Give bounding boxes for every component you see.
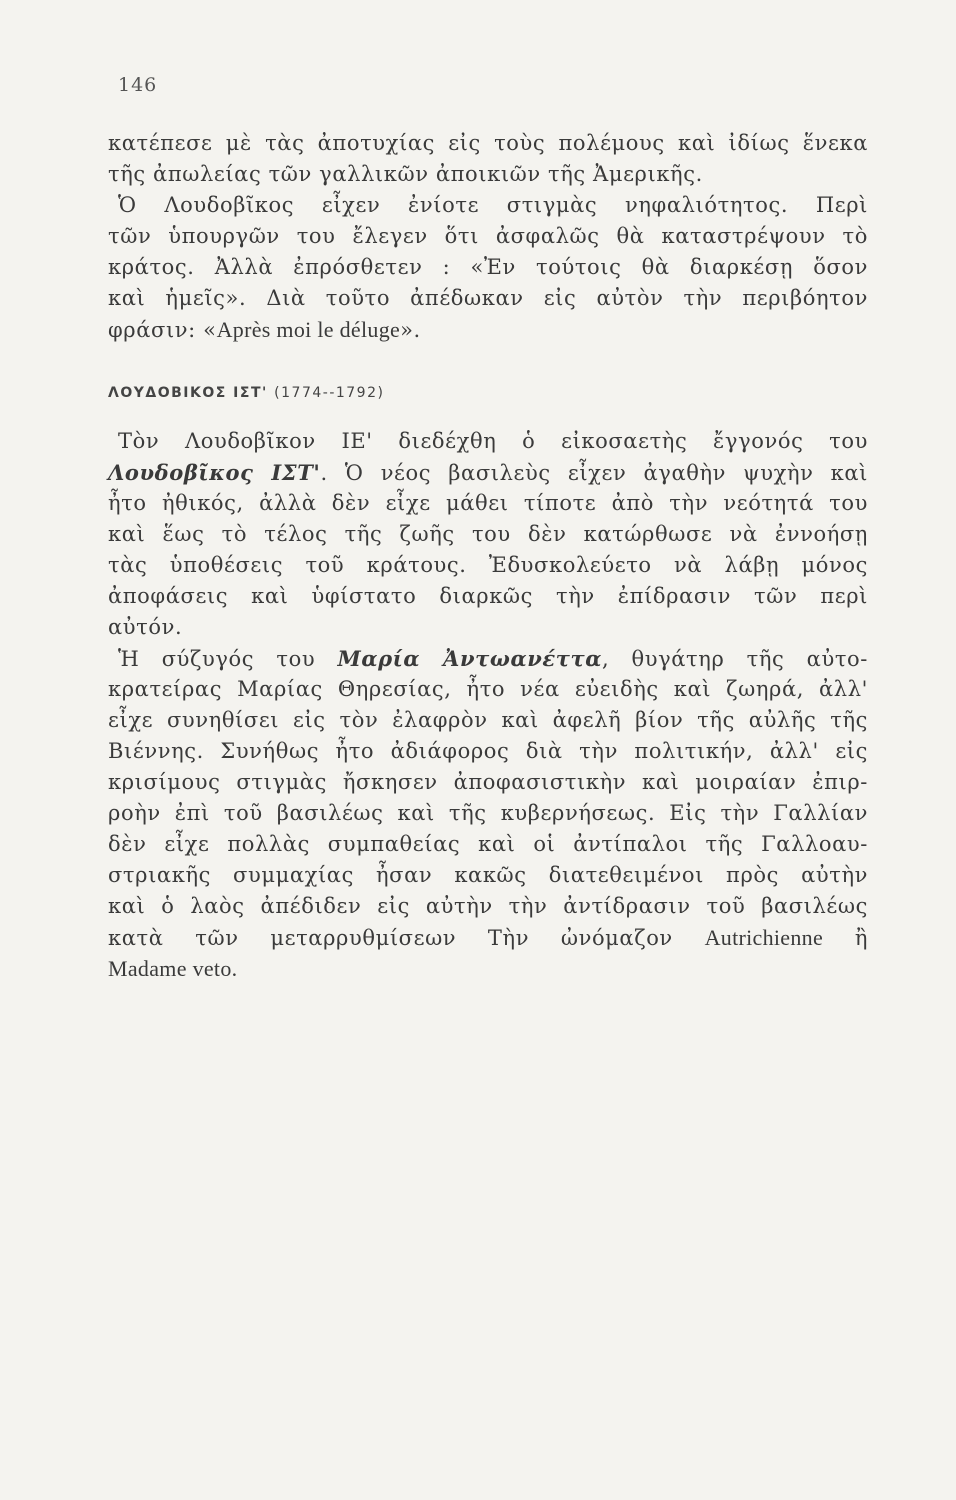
line-rest: . Ὁ νέος βασιλεὺς εἶχεν ἀγαθὴν ψυχὴν καὶ [320,461,868,485]
text-line: κρισίμους στιγμὰς ἤσκησεν ἀποφασιστικὴν καὶ μοιραίαν ἐπιρ- [108,770,868,794]
text-line: Τὸν Λουδοβῖκον ΙΕ' διεδέχθη ὁ εἰκοσαετὴς ἔγγονός του [118,429,868,453]
text-line: τὰς ὑποθέσεις τοῦ κράτους. Ἐδυσκολεύετο νὰ λάβῃ μόνος [108,553,868,577]
text-line [108,643,868,674]
paragraph-continuation [108,128,868,345]
text-line: ροὴν ἐπὶ τοῦ βασιλέως καὶ τῆς κυβερνήσεως. Εἰς τὴν Γαλλίαν [108,801,868,825]
line-start: κατὰ τῶν μεταρρυθμίσεων Τὴν ὠνόμαζον [108,926,673,950]
text-line: Βιέννης. Συνήθως ἦτο ἀδιάφορος διὰ τὴν πολιτικήν, ἀλλ' εἰς [108,739,868,763]
or-word: ἢ [854,926,869,950]
text-line: Ὁ Λουδοβῖκος εἶχεν ἐνίοτε στιγμὰς νηφαλιότητος. Περὶ [118,193,868,217]
line-start: Ἡ σύζυγός του [118,647,316,671]
text-line [108,922,868,953]
text-line: ἦτο ἠθικός, ἀλλὰ δὲν εἶχε μάθει τίποτε ἀπὸ τὴν νεότητά του [108,491,868,515]
page-number: 146 [118,74,158,96]
paragraph-louis-xvi [108,426,868,643]
text-line: τῶν ὑπουργῶν του ἔλεγεν ὅτι ἀσφαλῶς θὰ καταστρέψουν τὸ [108,224,868,248]
text-line [108,314,868,345]
text-line [108,457,868,488]
bold-name: Λουδοβῖκος ΙΣΤ' [108,460,321,485]
text-line: τῆς ἀπωλείας τῶν γαλλικῶν ἀποικιῶν τῆς Ἀμερικῆς. [108,162,703,186]
section-heading [108,380,868,406]
bold-name: Μαρία Ἀντωανέττα [337,646,602,671]
text-line: κράτος. Ἀλλὰ ἐπρόσθετεν : «Ἐν τούτοις θὰ διαρκέσῃ ὅσον [108,255,868,279]
line-end: , θυγάτηρ τῆς αὐτο- [601,647,868,671]
french-quote: Après moi le déluge [216,317,401,342]
text-line [108,953,868,984]
text-line: δὲν εἶχε πολλὰς συμπαθείας καὶ οἱ ἀντίπαλοι τῆς Γαλλοαυ- [108,832,868,856]
paragraph-marie-antoinette [108,643,868,984]
text-line: ἀποφάσεις καὶ ὑφίστατο διαρκῶς τὴν ἐπίδρασιν τῶν περὶ [108,584,868,608]
text-line: κρατείρας Μαρίας Θηρεσίας, ἦτο νέα εὐειδὴς καὶ ζωηρά, ἀλλ' [108,677,868,701]
text-line: καὶ ὁ λαὸς ἀπέδιδεν εἰς αὐτὴν τὴν ἀντίδρασιν τοῦ βασιλέως [108,894,868,918]
line-suffix: ». [400,318,421,342]
text-line: καὶ ἡμεῖς». Διὰ τοῦτο ἀπέδωκαν εἰς αὐτὸν τὴν περιβόητον [108,286,868,310]
text-line: εἶχε συνηθίσει εἰς τὸν ἐλαφρὸν καὶ ἀφελῆ βίον τῆς αὐλῆς τῆς [108,708,868,732]
text-line: καὶ ἕως τὸ τέλος τῆς ζωῆς του δὲν κατώρθωσε νὰ ἐννοήσῃ [108,522,868,546]
section-title: ΛΟΥΔΟΒΙΚΟΣ ΙΣΤ' [108,385,268,401]
text-line: αὐτόν. [108,615,183,639]
nickname-autrichienne: Autrichienne [704,925,824,950]
section-years: (1774--1792) [274,385,385,401]
nickname-madame-veto: Madame veto. [108,956,238,981]
text-line: στριακῆς συμμαχίας ἦσαν κακῶς διατεθειμένοι πρὸς αὐτὴν [108,863,868,887]
text-line: κατέπεσε μὲ τὰς ἀποτυχίας εἰς τοὺς πολέμους καὶ ἰδίως ἕνεκα [108,131,868,155]
line-prefix: φράσιν: « [108,318,217,342]
page-body [108,128,868,984]
